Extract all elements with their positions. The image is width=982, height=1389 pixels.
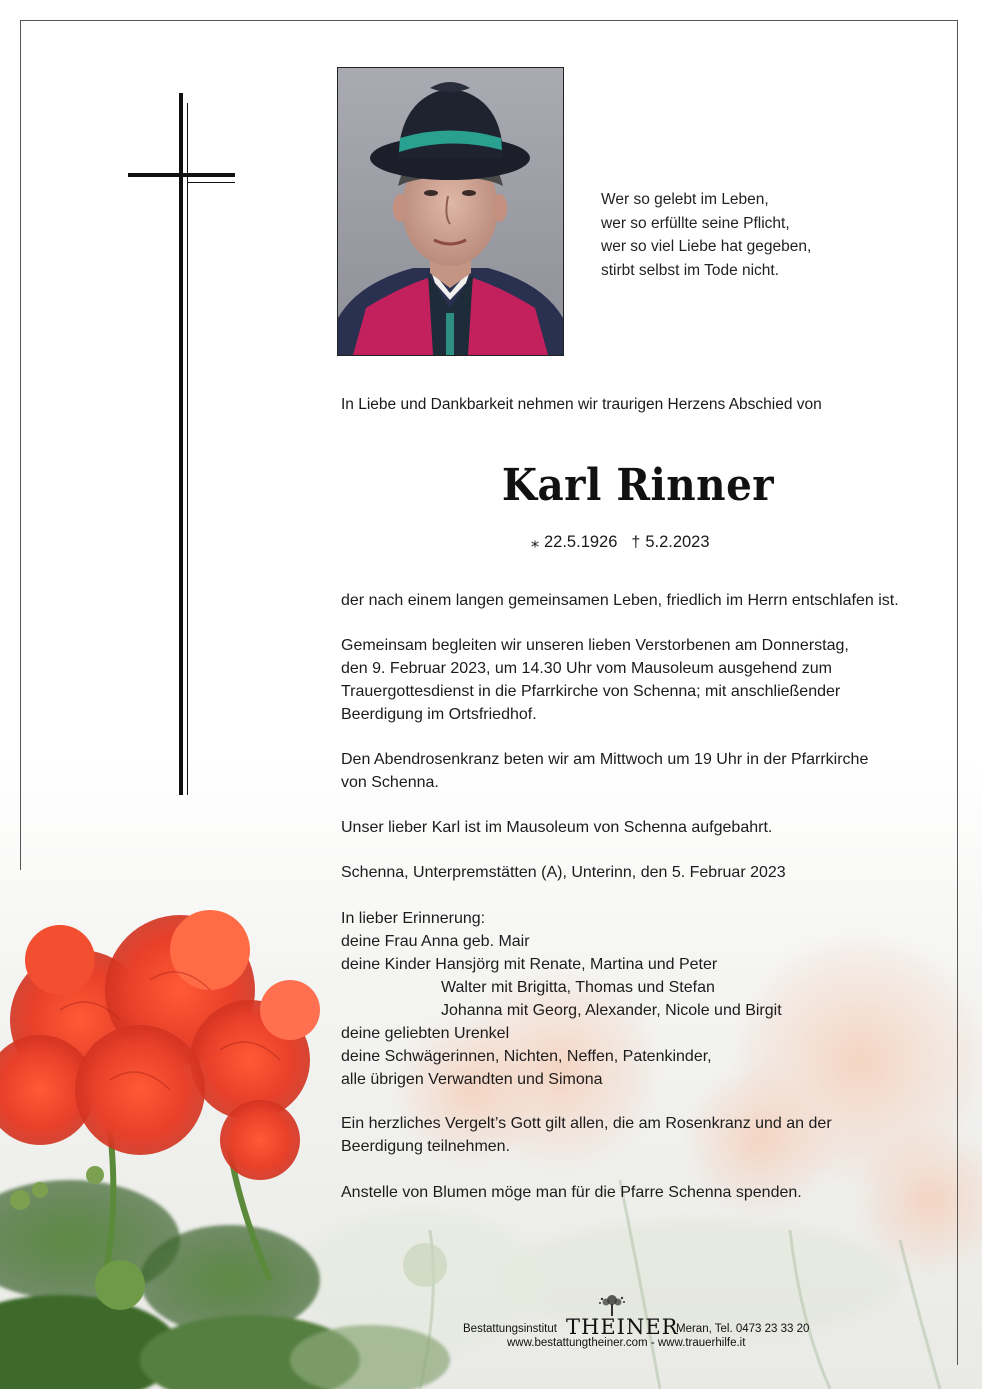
place-date-line [341,861,941,884]
intro-text: In Liebe und Dankbarkeit nehmen wir traurigen Herzens Abschied von [341,396,822,413]
list-item: In lieber Erinnerung: [341,910,486,927]
text-line: Gemeinsam begleiten wir unseren lieben Verstorbenen am Donnerstag, [341,637,849,654]
list-item: Johanna mit Georg, Alexander, Nicole und Birgit [441,1002,782,1019]
deceased-name [0,460,982,511]
paragraph-rosary [341,748,941,794]
text-line: Beerdigung im Ortsfriedhof. [341,706,537,723]
text-line: Anstelle von Blumen möge man für die Pfarre Schenna spenden. [341,1184,802,1201]
frame-right-border [957,20,958,1365]
paragraph-laid-out [341,816,941,839]
text-line: Schenna, Unterpremstätten (A), Unterinn, den 5. Februar 2023 [341,864,786,881]
mourners-list [341,907,941,1091]
footer-contact: Meran, Tel. 0473 23 33 20 [676,1323,810,1335]
text-line: der nach einem langen gemeinsamen Leben, friedlich im Herrn entschlafen ist. [341,592,899,609]
paragraph-passing [341,589,941,612]
life-dates [531,532,710,552]
paragraph-funeral [341,634,941,726]
poem-line: Wer so gelebt im Leben, [601,191,769,208]
footer-brand: THEINER [566,1315,679,1339]
list-item: deine Frau Anna geb. Mair [341,933,530,950]
birth-date: 22.5.1926 [544,533,618,551]
text-line: den 9. Februar 2023, um 14.30 Uhr vom Mausoleum ausgehend zum [341,660,832,677]
text-line: Beerdigung teilnehmen. [341,1138,511,1155]
text-line: von Schenna. [341,774,439,791]
tree-logo-icon [597,1293,627,1317]
list-item: deine Schwägerinnen, Nichten, Neffen, Patenkinder, [341,1048,712,1065]
list-item: deine geliebten Urenkel [341,1025,510,1042]
list-item: deine Kinder Hansjörg mit Renate, Martina und Peter [341,956,718,973]
text-line: Den Abendrosenkranz beten wir am Mittwoch um 19 Uhr in der Pfarrkirche [341,751,869,768]
frame-top-border [20,20,958,21]
poem-verse [601,188,811,282]
poem-line: stirbt selbst im Tode nicht. [601,261,780,279]
birth-star-icon: ⁎ [531,534,539,551]
footer-web-links[interactable]: www.bestattungtheiner.com - www.trauerhilfe.it [507,1337,746,1349]
paragraph-thanks [341,1112,941,1158]
text-line: Trauergottesdienst in die Pfarrkirche von Schenna; mit anschließender [341,683,841,700]
poem-line: wer so erfüllte seine Pflicht, [601,214,790,232]
portrait-photo [337,67,564,356]
text-line: Ein herzliches Vergelt’s Gott gilt allen, die am Rosenkranz und an der [341,1115,832,1132]
deceased-name-text: Karl Rinner [501,460,774,511]
list-item: alle übrigen Verwandten und Simona [341,1071,603,1088]
death-date: 5.2.2023 [645,533,710,551]
paragraph-donation [341,1181,941,1204]
text-line: Unser lieber Karl ist im Mausoleum von Schenna aufgebahrt. [341,819,773,836]
poem-line: wer so viel Liebe hat gegeben, [601,238,812,255]
frame-left-border [20,20,21,870]
death-cross-icon: † [631,534,641,551]
footer-prefix: Bestattungsinstitut [463,1323,557,1335]
list-item: Walter mit Brigitta, Thomas und Stefan [441,979,715,996]
